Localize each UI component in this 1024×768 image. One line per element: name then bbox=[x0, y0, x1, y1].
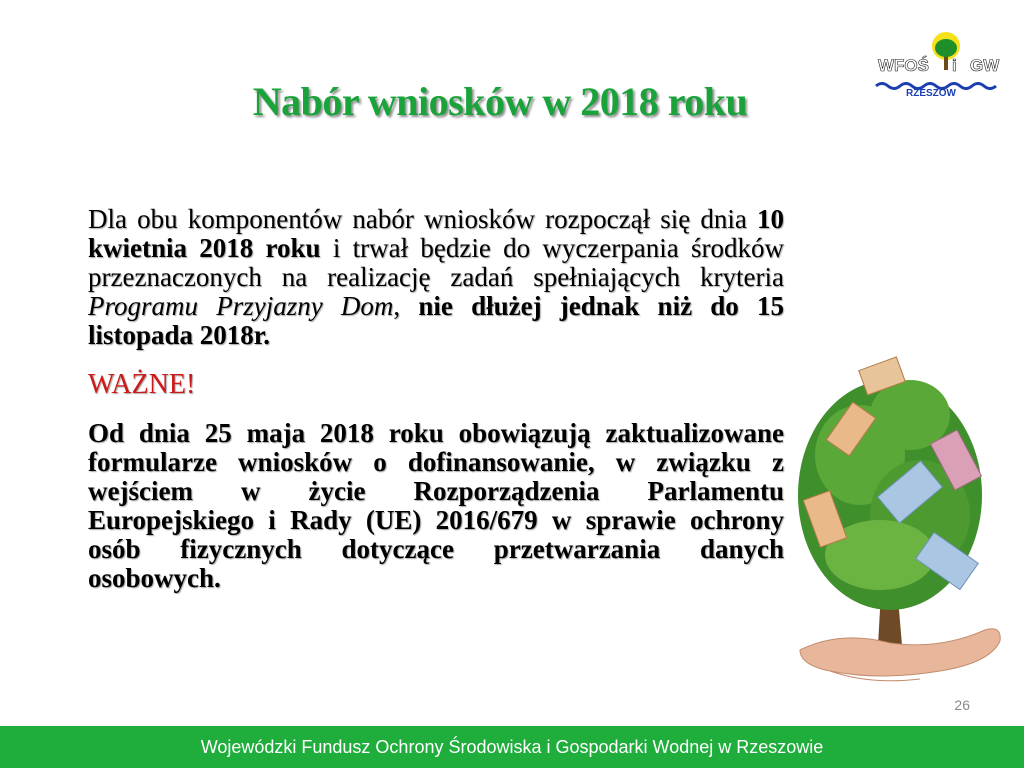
paragraph-text: i trwał będzie do wyczerpania środków przeznaczonych na realizację zadań spełniających kryteria bbox=[88, 233, 784, 292]
money-tree-image bbox=[770, 345, 1010, 685]
end-date: nie dłużej jednak niż do 15 listopada 2018r bbox=[88, 291, 784, 350]
svg-text:RZESZÓW: RZESZÓW bbox=[906, 88, 956, 98]
paragraph-text: Dla obu komponentów nabór wniosków rozpoczął się dnia bbox=[88, 204, 757, 234]
footer-bar bbox=[0, 726, 1024, 768]
page-title: Nabór wniosków w 2018 roku bbox=[252, 79, 748, 124]
svg-text:i: i bbox=[952, 56, 957, 75]
svg-text:WFOŚ: WFOŚ bbox=[878, 56, 929, 75]
svg-text:GW: GW bbox=[970, 56, 1000, 75]
paragraph-gdpr: Od dnia 25 maja 2018 roku obowiązują zaktualizowane formularze wniosków o dofinansowanie, w związku z wejściem w życie Rozporządzenia Parlamentu Europejskiego i Rady (UE) 2016/679 w sprawie ochrony osób fizycznych dotyczące przetwarzania danych osobowych. bbox=[88, 418, 784, 593]
paragraph-recruitment bbox=[88, 205, 784, 350]
paragraph-text: . bbox=[263, 320, 271, 350]
main-content bbox=[88, 205, 784, 593]
program-name: Programu Przyjazny Dom bbox=[88, 291, 394, 321]
page-number: 26 bbox=[954, 697, 970, 713]
important-heading: WAŻNE! bbox=[88, 369, 196, 400]
paragraph-text: , bbox=[393, 291, 419, 321]
start-date: 10 kwietnia 2018 roku bbox=[88, 204, 784, 263]
footer-text: Wojewódzki Fundusz Ochrony Środowiska i Gospodarki Wodnej w Rzeszowie bbox=[200, 737, 824, 757]
